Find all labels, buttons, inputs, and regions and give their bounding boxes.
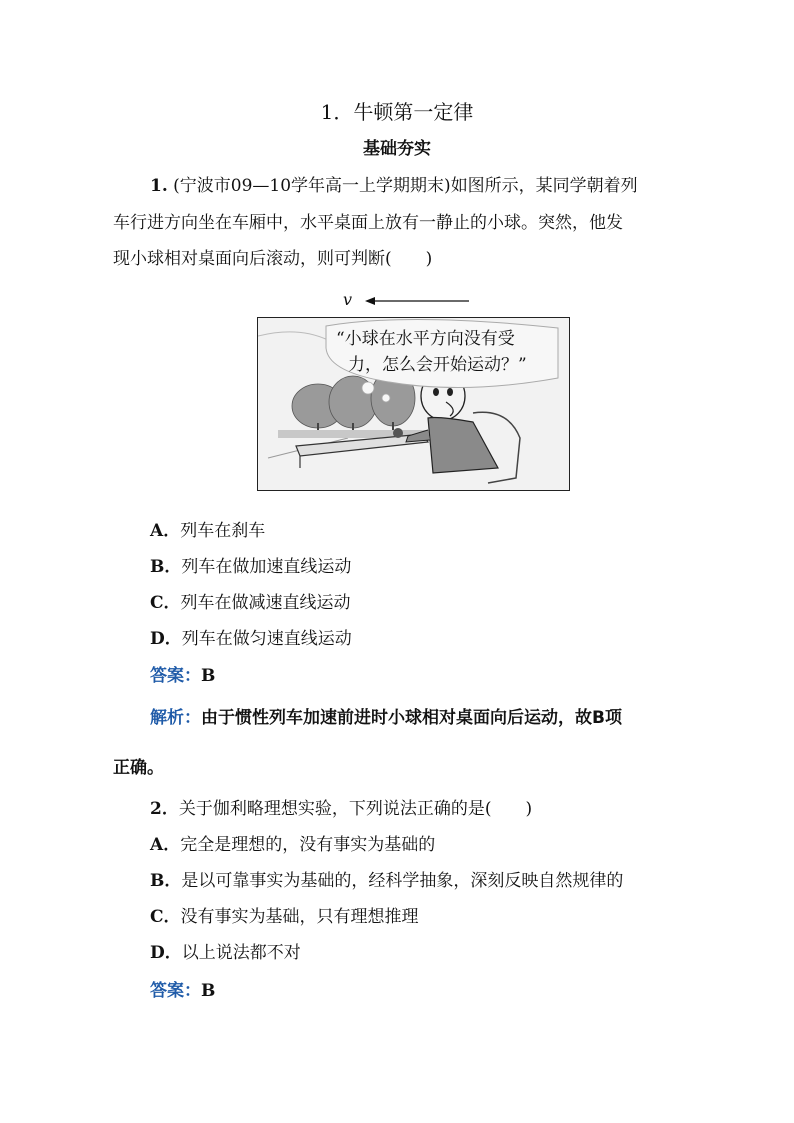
option-letter: D． [150, 629, 182, 649]
question-2-number: 2． [150, 799, 179, 819]
question-1-stem-line-1 [150, 175, 638, 197]
train-cartoon-figure [257, 317, 570, 491]
option-letter: C． [150, 907, 181, 927]
question-1-explanation-line-1 [150, 707, 622, 729]
option-text: 列车在做加速直线运动 [181, 557, 352, 577]
question-2-answer [150, 980, 215, 1002]
question-1-option-b [150, 556, 351, 578]
question-1-option-c [150, 592, 351, 614]
page-title: 1．牛顿第一定律 [320, 100, 474, 124]
explanation-text: 由于惯性列车加速前进时小球相对桌面向后运动，故B项 [201, 708, 622, 728]
section-heading: 基础夯实 [363, 139, 431, 159]
question-2-option-d [150, 942, 301, 964]
velocity-label: v [343, 290, 353, 309]
question-1-stem-line-2: 车行进方向坐在车厢中，水平桌面上放有一静止的小球。突然，他发 [113, 213, 623, 233]
option-text: 完全是理想的，没有事实为基础的 [180, 835, 436, 855]
question-1-option-a [150, 520, 265, 542]
answer-label: 答案： [150, 666, 201, 686]
option-letter: D． [150, 943, 182, 963]
question-1-stem-line-3: 现小球相对桌面向后滚动，则可判断( ) [113, 249, 433, 269]
option-text: 列车在做匀速直线运动 [181, 629, 352, 649]
option-letter: C． [150, 593, 181, 613]
question-1-answer [150, 665, 215, 687]
question-2-stem-text: 关于伽利略理想实验，下列说法正确的是( ) [178, 799, 533, 819]
question-1-stem-text: 如图所示，某同学朝着列 [450, 176, 638, 196]
option-letter: B． [150, 557, 182, 577]
answer-label: 答案： [150, 981, 201, 1001]
question-2-stem [150, 798, 532, 820]
left-arrow-icon [363, 293, 473, 311]
option-text: 列车在做减速直线运动 [180, 593, 351, 613]
thought-bubble-line-2: 力，怎么会开始运动？” [348, 355, 527, 375]
question-1-source: (宁波市09—10学年高一上学期期末) [173, 176, 451, 196]
question-2-option-b [150, 870, 623, 892]
question-1-number: 1. [150, 176, 168, 196]
question-1-option-d [150, 628, 352, 650]
question-2-option-c [150, 906, 419, 928]
option-text: 没有事实为基础，只有理想推理 [180, 907, 419, 927]
option-letter: A． [150, 835, 181, 855]
explanation-label: 解析： [150, 708, 201, 728]
question-2-option-a [150, 834, 435, 856]
answer-value: B [201, 666, 216, 686]
velocity-indicator [335, 290, 475, 311]
option-letter: B． [150, 871, 182, 891]
option-text: 以上说法都不对 [181, 943, 301, 963]
option-text: 列车在刹车 [180, 521, 266, 541]
option-letter: A． [150, 521, 181, 541]
answer-value: B [201, 981, 216, 1001]
option-text: 是以可靠事实为基础的，经科学抽象，深刻反映自然规律的 [181, 871, 624, 891]
thought-bubble-line-1: “小球在水平方向没有受 [336, 329, 515, 349]
question-1-explanation-line-2: 正确。 [113, 758, 164, 778]
